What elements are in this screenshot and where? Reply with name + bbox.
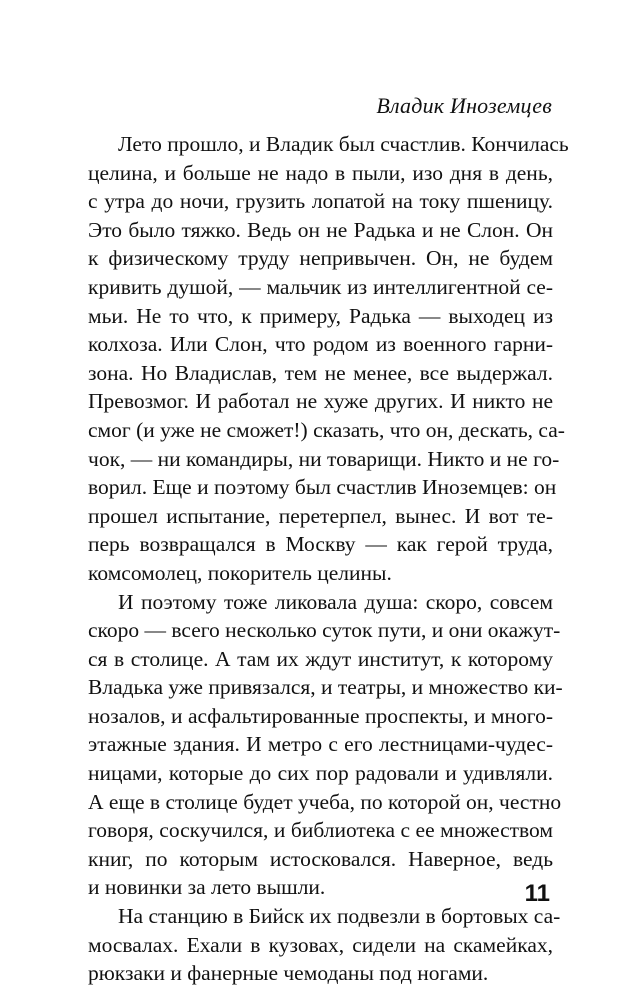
text-line: к физическому труду непривычен. Он, не будем [88,246,553,271]
text-line: колхоза. Или Слон, что родом из военного гарни- [88,332,553,357]
text-line: мосвалах. Ехали в кузовах, сидели на скамейках, [88,932,553,957]
text-line: мьи. Не то что, к примеру, Радька — выходец из [88,303,553,328]
text-line: кривить душой, — мальчик из интеллигентной се- [88,274,553,299]
text-line: Лето прошло, и Владик был счастлив. Кончилась [118,132,569,156]
text-line: этажные здания. И метро с его лестницами-чудес- [88,732,553,757]
text-line: И поэтому тоже ликовала душа: скоро, совсем [118,589,553,614]
text-line: Это было тяжко. Ведь он не Радька и не Слон. Он [88,217,553,242]
text-line: целина, и больше не надо в пыли, изо дня в день, [88,160,553,185]
text-line: ся в столице. А там их ждут институт, к которому [88,646,553,671]
body-text [88,130,569,988]
text-line: Превозмог. И работал не хуже других. И никто не [88,389,553,414]
text-line: Владька уже привязался, и театры, и множество ки- [88,675,563,700]
text-line: На станцию в Бийск их подвезли в бортовых са- [118,904,561,929]
text-line: зона. Но Владислав, тем не менее, все выдержал. [88,360,553,385]
text-line: и новинки за лето вышли. [88,875,326,900]
page-number: 11 [524,880,550,907]
paragraph [88,902,561,988]
text-line: рюкзаки и фанерные чемоданы под ногами. [88,961,489,986]
text-line: ворил. Еще и поэтому был счастлив Иноземцев: он [88,475,557,500]
text-line: чок, — ни командиры, ни товарищи. Никто и не го- [88,446,560,471]
text-line: комсомолец, покоритель целины. [88,560,392,585]
text-line: скоро — всего несколько суток пути, и они окажут- [88,618,561,643]
paragraph [88,588,563,903]
text-line: ницами, которые до сих пор радовали и удивляли. [88,761,553,786]
text-line: нозалов, и асфальтированные проспекты, и много- [88,703,553,728]
text-line: перь возвращался в Москву — как герой труда, [88,532,553,557]
text-line: с утра до ночи, грузить лопатой на току пшеницу. [88,189,553,214]
running-header: Владик Иноземцев [376,93,552,118]
text-line: смог (и уже не сможет!) сказать, что он, дескать, са- [88,417,565,442]
text-line: А еще в столице будет учеба, по которой он, честно [88,789,562,814]
text-line: прошел испытание, перетерпел, вынес. И вот те- [88,503,553,528]
text-line: говоря, соскучился, и библиотека с ее множеством [88,818,553,843]
text-line: книг, по которым истосковался. Наверное, ведь [88,846,553,871]
paragraph [88,130,569,588]
